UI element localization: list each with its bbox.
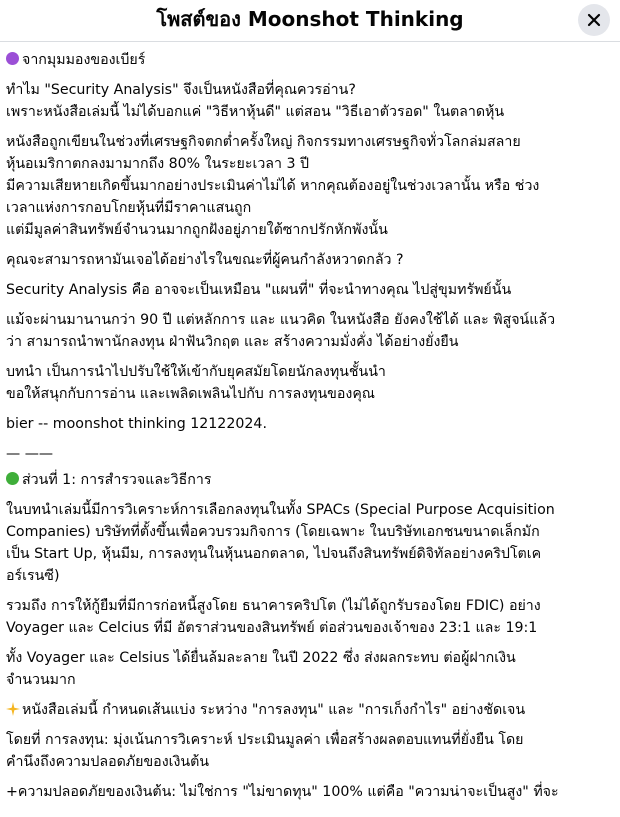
post-divider: — —— — [6, 446, 54, 462]
post-line: จากมุมมองของเบียร์ — [22, 52, 146, 68]
post-line: ขอให้สนุกกับการอ่าน และเพลิดเพลินไปกับ การลงทุนของคุณ — [6, 386, 375, 402]
close-button[interactable] — [578, 4, 610, 36]
post-line: หนังสือถูกเขียนในช่วงที่เศรษฐกิจตกต่ำครั้งใหญ่ กิจกรรมทางเศรษฐกิจทั่วโลกล่มสลาย — [6, 134, 521, 150]
post-paragraph — [6, 413, 612, 435]
scrollbar[interactable] — [613, 92, 619, 812]
post-paragraph — [6, 309, 612, 353]
post-line: Security Analysis คือ อาจจะเป็นเหมือน "แผนที่" ที่จะนำทางคุณ ไปสู่ขุมทรัพย์นั้น — [6, 282, 512, 298]
post-paragraph — [6, 49, 612, 71]
post-line: มีความเสียหายเกิดขึ้นมากอย่างประเมินค่าไม่ได้ หากคุณต้องอยู่ในช่วงเวลานั้น หรือ ช่วง — [6, 178, 540, 194]
post-line: หนังสือเล่มนี้ กำหนดเส้นแบ่ง ระหว่าง "การลงทุน" และ "การเก็งกำไร" อย่างชัดเจน — [22, 702, 526, 718]
green-circle-icon — [6, 472, 19, 485]
post-paragraph — [6, 729, 612, 773]
post-paragraph — [6, 781, 612, 803]
post-line: คำนึงถึงความปลอดภัยของเงินต้น — [6, 754, 210, 770]
post-line: Companies) บริษัทที่ตั้งขึ้นเพื่อควบรวมกิจการ (โดยเฉพาะ ในบริษัทเอกชนขนาดเล็กมัก — [6, 524, 540, 540]
post-paragraph — [6, 131, 612, 241]
post-paragraph — [6, 79, 612, 123]
post-paragraph — [6, 647, 612, 691]
section-heading: ส่วนที่ 1: การสำรวจและวิธีการ — [22, 472, 212, 488]
post-line: รวมถึง การให้กู้ยืมที่มีการก่อหนี้สูงโดย ธนาคารคริปโต (ไม่ได้ถูกรับรองโดย FDIC) อย่าง — [6, 598, 541, 614]
post-line: เป็น Start Up, หุ้นมีม, การลงทุนในหุ้นนอกตลาด, ไปจนถึงสินทรัพย์ดิจิทัลอย่างคริปโตเค — [6, 546, 542, 562]
post-body — [6, 49, 612, 811]
post-paragraph — [6, 361, 612, 405]
post-line: Voyager และ Celcius ที่มี อัตราส่วนของสินทรัพย์ ต่อส่วนของเจ้าของ 23:1 และ 19:1 — [6, 620, 538, 636]
post-line: แม้จะผ่านมานานกว่า 90 ปี แต่หลักการ และ แนวคิด ในหนังสือ ยังคงใช้ได้ และ พิสูจน์แล้ว — [6, 312, 556, 328]
post-line: เวลาแห่งการกอบโกยหุ้นที่มีราคาแสนถูก — [6, 200, 252, 216]
post-line: หุ้นอเมริกาตกลงมามากถึง 80% ในระยะเวลา 3 ปี — [6, 156, 310, 172]
post-line: แต่มีมูลค่าสินทรัพย์จำนวนมากถูกฝังอยู่ภายใต้ซากปรักหักพังนั้น — [6, 222, 388, 238]
dialog-header — [0, 0, 620, 42]
post-paragraph — [6, 443, 612, 465]
close-icon — [587, 13, 601, 27]
post-paragraph — [6, 595, 612, 639]
post-line: ในบทนำเล่มนี้มีการวิเคราะห์การเลือกลงทุนในทั้ง SPACs (Special Purpose Acquisition — [6, 502, 555, 518]
post-line: อร์เรนซี) — [6, 568, 60, 584]
post-line: คุณจะสามารถหามันเจอได้อย่างไรในขณะที่ผู้คนกำลังหวาดกลัว ? — [6, 252, 404, 268]
post-paragraph — [6, 249, 612, 271]
post-line: เพราะหนังสือเล่มนี้ ไม่ได้บอกแค่ "วิธีหาหุ้นดี" แต่สอน "วิธีเอาตัวรอด" ในตลาดหุ้น — [6, 104, 505, 120]
post-paragraph — [6, 279, 612, 301]
post-line: ทำไม "Security Analysis" จึงเป็นหนังสือที่คุณควรอ่าน? — [6, 82, 356, 98]
post-line: บทนำ เป็นการนำไปปรับใช้ให้เข้ากับยุคสมัยโดยนักลงทุนชั้นนำ — [6, 364, 386, 380]
post-paragraph — [6, 699, 612, 721]
sparkle-icon — [6, 702, 20, 716]
post-paragraph — [6, 499, 612, 587]
purple-circle-icon — [6, 52, 19, 65]
post-signature: bier -- moonshot thinking 12122024. — [6, 416, 267, 432]
post-line: จำนวนมาก — [6, 672, 76, 688]
post-line: โดยที่ การลงทุน: มุ่งเน้นการวิเคราะห์ ประเมินมูลค่า เพื่อสร้างผลตอบแทนที่ยั่งยืน โดย — [6, 732, 524, 748]
post-line: ทั้ง Voyager และ Celsius ได้ยื่นล้มละลาย ในปี 2022 ซึ่ง ส่งผลกระทบ ต่อผู้ฝากเงิน — [6, 650, 516, 666]
dialog-title: โพสต์ของ Moonshot Thinking — [156, 7, 464, 31]
post-line: +ความปลอดภัยของเงินต้น: ไม่ใช่การ "ไม่ขาดทุน" 100% แต่คือ "ความน่าจะเป็นสูง" ที่จะ — [6, 784, 559, 800]
post-line: ว่า สามารถนำพานักลงทุน ฝ่าฟันวิกฤต และ สร้างความมั่งคั่ง ได้อย่างยั่งยืน — [6, 334, 459, 350]
post-paragraph — [6, 469, 612, 491]
